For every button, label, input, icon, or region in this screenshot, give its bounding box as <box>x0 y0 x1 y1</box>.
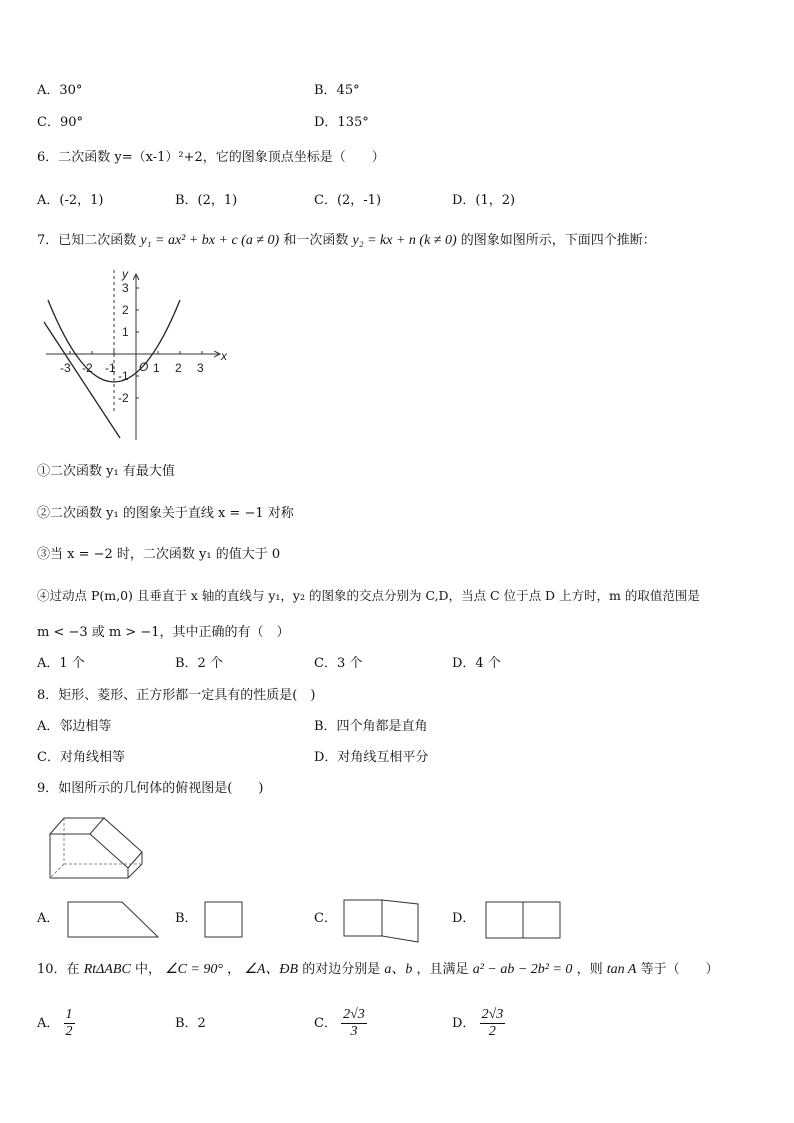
q7-stem <box>37 232 656 250</box>
q6-stem: 6．二次函数 y=（x-1）²+2，它的图象顶点坐标是（ ） <box>37 150 385 165</box>
q7-statement-1: ①二次函数 y₁ 有最大值 <box>37 464 175 479</box>
q9-option-b-label: B． <box>175 911 198 926</box>
q10-option-a <box>37 1004 75 1044</box>
q10-stem <box>37 961 719 979</box>
q10-option-d-fraction <box>480 1007 506 1040</box>
q10-option-b: B．2 <box>175 1016 206 1031</box>
y-tick-3: 3 <box>122 281 129 295</box>
q9-option-c-label: C． <box>314 911 337 926</box>
y-tick-neg2: -2 <box>118 391 129 405</box>
q8-option-b: B．四个角都是直角 <box>314 719 428 734</box>
q7-option-d: D．4 个 <box>452 656 501 671</box>
fraction-denominator: 2 <box>65 1024 73 1039</box>
q7-stem-mid: 和一次函数 <box>283 233 349 248</box>
q8-option-d: D．对角线互相平分 <box>314 750 429 765</box>
q10-stem-a: 中， <box>134 962 161 977</box>
fraction-numerator: 1 <box>65 1007 73 1022</box>
q7-stem-suffix: 的图象如图所示，下面四个推断： <box>460 233 656 248</box>
q5-option-b: B．45° <box>314 83 360 98</box>
q7-stem-prefix: 7．已知二次函数 <box>37 233 137 248</box>
q7-statement-4-line2: m < −3 或 m > −1，其中正确的有（ ） <box>37 625 290 640</box>
origin-label: O <box>139 360 149 374</box>
y-tick-2: 2 <box>122 303 129 317</box>
q9-option-a-label: A． <box>37 911 60 926</box>
q10-angles-ab: ∠A、ÐB <box>244 962 299 977</box>
q7-y1-expression: y₁ = ax² + bx + c (a ≠ 0) <box>140 233 280 248</box>
q9-option-b-figure <box>203 900 245 940</box>
q7-statement-2: ②二次函数 y₁ 的图象关于直线 x = −1 对称 <box>37 506 294 521</box>
x-axis-label: x <box>221 349 227 363</box>
q10-stem-prefix: 10．在 <box>37 962 80 977</box>
q10-stem-b: ， <box>227 962 241 977</box>
x-tick-neg1: -1 <box>105 361 116 375</box>
q10-stem-c: 的对边分别是 <box>302 962 381 977</box>
q10-stem-d: ，且满足 <box>416 962 469 977</box>
q5-option-c: C．90° <box>37 115 83 130</box>
line-y2 <box>44 322 120 438</box>
q6-option-b: B．(2，1) <box>175 193 238 208</box>
x-tick-neg2: -2 <box>82 361 93 375</box>
q6-option-d: D．(1，2) <box>452 193 516 208</box>
x-tick-3: 3 <box>197 361 204 375</box>
q10-stem-f: 等于（ ） <box>640 962 719 977</box>
q8-option-c: C．对角线相等 <box>37 750 125 765</box>
q10-equation: a² − ab − 2b² = 0 <box>472 962 573 977</box>
q10-option-c-label: C． <box>314 1016 337 1031</box>
q6-option-c: C．(2，-1) <box>314 193 382 208</box>
q7-option-b: B．2 个 <box>175 656 223 671</box>
q10-triangle: RtΔABC <box>83 962 131 977</box>
q7-option-c: C．3 个 <box>314 656 363 671</box>
q10-option-c <box>314 1004 367 1044</box>
fraction-numerator: 2√3 <box>481 1007 504 1022</box>
q8-option-a: A．邻边相等 <box>37 719 112 734</box>
q9-option-d-figure <box>484 900 564 940</box>
q10-option-d <box>452 1004 505 1044</box>
q5-option-d: D．135° <box>314 115 369 130</box>
q9-stem: 9．如图所示的几何体的俯视图是( ) <box>37 781 264 796</box>
q9-option-a-figure <box>66 900 162 940</box>
fraction-denominator: 2 <box>488 1024 496 1039</box>
q6-option-a: A．(-2，1) <box>37 193 104 208</box>
q9-option-d-label: D． <box>452 911 476 926</box>
x-tick-1: 1 <box>153 361 160 375</box>
q10-option-a-label: A． <box>37 1016 60 1031</box>
x-tick-neg3: -3 <box>60 361 71 375</box>
q5-option-a: A．30° <box>37 83 83 98</box>
x-tick-2: 2 <box>175 361 182 375</box>
q10-option-d-label: D． <box>452 1016 476 1031</box>
q7-y2-expression: y₂ = kx + n (k ≠ 0) <box>352 233 457 248</box>
q9-solid-figure <box>44 812 146 882</box>
q10-option-c-fraction <box>341 1007 367 1040</box>
q10-stem-e: ，则 <box>576 962 603 977</box>
y-tick-neg1: -1 <box>118 369 129 383</box>
q10-option-a-fraction <box>64 1007 75 1040</box>
y-axis-label: y <box>122 267 128 281</box>
fraction-numerator: 2√3 <box>343 1007 365 1022</box>
q8-stem: 8．矩形、菱形、正方形都一定具有的性质是( ) <box>37 688 316 703</box>
q9-option-c-figure <box>342 898 422 946</box>
fraction-denominator: 3 <box>350 1024 358 1039</box>
q10-tan: tan A <box>606 962 637 977</box>
q10-sides: a、b <box>384 962 413 977</box>
q7-statement-3: ③当 x = −2 时，二次函数 y₁ 的值大于 0 <box>37 547 281 562</box>
q7-function-graph <box>38 262 238 447</box>
y-tick-1: 1 <box>122 325 129 339</box>
q10-angle-c: ∠C = 90° <box>165 962 224 977</box>
q7-option-a: A．1 个 <box>37 656 85 671</box>
q7-statement-4-line1: ④过动点 P(m,0) 且垂直于 x 轴的直线与 y₁，y₂ 的图象的交点分别为 C,D，当点 C 位于点 D 上方时，m 的取值范围是 <box>37 588 700 603</box>
